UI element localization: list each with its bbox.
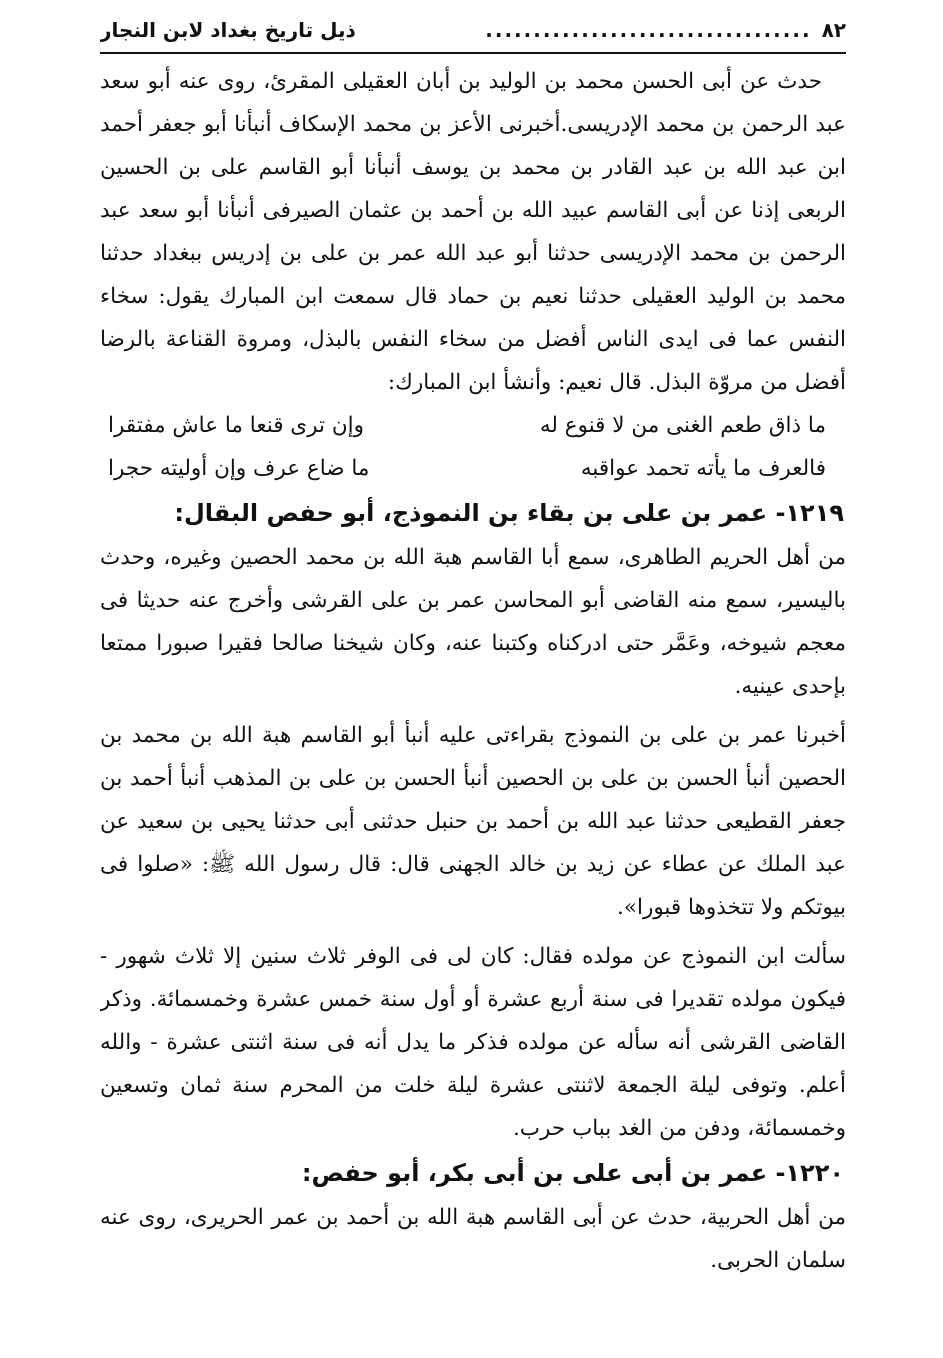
verse-1-first-hemistich: ما ذاق طعم الغنى من لا قنوع له: [539, 413, 826, 438]
verse-2-second-hemistich: ما ضاع عرف وإن أوليته حجرا: [108, 456, 370, 481]
entry-1220-paragraph: من أهل الحربية، حدث عن أبى القاسم هبة الله بن أحمد بن عمر الحريرى، روى عنه سلمان الحربى.: [100, 1205, 846, 1273]
entry-1219-bio-paragraph: من أهل الحريم الطاهرى، سمع أبا القاسم هبة الله بن محمد الحصين وغيره، وحدث باليسير، سمع منه القاضى أبو المحاسن عمر بن على القرشى وأخرج عنه حديثا فى معجم شيوخه، وعَمَّر حتى ادركناه وكتبنا عنه، وكان شيخنا صالحا فقيرا صبورا ممتعا بإحدى عينيه.: [100, 545, 846, 699]
header-rule: [100, 52, 846, 54]
verse-line-2: [100, 447, 846, 490]
running-header: [100, 18, 846, 52]
entry-1220-heading: ١٢٢٠- عمر بن أبى على بن أبى بكر، أبو حفص:: [301, 1159, 844, 1187]
entry-1219-hadith-paragraph: أخبرنا عمر بن على بن النموذج بقراءتى عليه أنبأ أبو القاسم هبة الله بن محمد بن الحصين أنبأ الحسن بن على بن الحصين أنبأ الحسن بن على بن المذهب أنبأ أحمد بن جعفر القطيعى حدثنا عبد الله بن أحمد بن حنبل حدثنى أبى حدثنا يحيى بن سعيد عن عبد الملك عن عطاء عن زيد بن خالد الجهنى قال: قال رسول الله ﷺ: «صلوا فى بيوتكم ولا تتخذوها قبورا».: [100, 723, 846, 920]
page-number: ٨٢: [821, 18, 846, 42]
entry-1218-paragraph: حدث عن أبى الحسن محمد بن الوليد بن أبان العقيلى المقرئ، روى عنه أبو سعد عبد الرحمن بن محمد الإدريسى.أخبرنى الأعز بن محمد الإسكاف أنبأنا أبو جعفر أحمد ابن عبد الله بن عبد القادر بن محمد بن يوسف أنبأنا أبو القاسم على بن الحسين الربعى إذنا عن أبى القاسم عبيد الله بن أحمد بن عثمان الصيرفى أنبأنا أبو سعد عبد الرحمن بن محمد الإدريسى حدثنا أبو عبد الله عمر بن على بن إدريس ببغداد حدثنا محمد بن الوليد العقيلى حدثنا نعيم بن حماد قال سمعت ابن المبارك يقول: سخاء النفس عما فى ايدى الناس أفضل من سخاء النفس بالبذل، ومروة القناعة بالرضا أفضل من مروّة البذل. قال نعيم: وأنشأ ابن المبارك:: [100, 69, 846, 395]
entry-1219-birth-death-paragraph: سألت ابن النموذج عن مولده فقال: كان لى فى الوفر ثلاث سنين إلا ثلاث شهور - فيكون مولده تقديرا فى سنة أربع عشرة أو أول سنة خمس عشرة وخمسمائة. وذكر القاضى القرشى أنه سأله عن مولده فذكر ما يدل أنه فى سنة اثنتى عشرة - والله أعلم. وتوفى ليلة الجمعة لاثنتى عشرة ليلة خلت من المحرم سنة ثمان وتسعين وخمسمائة، ودفن من الغد بباب حرب.: [100, 944, 846, 1141]
entry-1219-heading: ١٢١٩- عمر بن على بن بقاء بن النموذج، أبو حفص البقال:: [174, 499, 844, 527]
verse-2-first-hemistich: فالعرف ما يأته تحمد عواقبه: [580, 456, 826, 481]
book-title: ذيل تاريخ بغداد لابن النجار: [100, 18, 356, 42]
verse-line-1: [100, 404, 846, 447]
verse-1-second-hemistich: وإن ترى قنعا ما عاش مفتقرا: [108, 413, 364, 438]
book-page: [100, 18, 846, 1338]
header-dot-leader: ..................................: [485, 18, 812, 42]
